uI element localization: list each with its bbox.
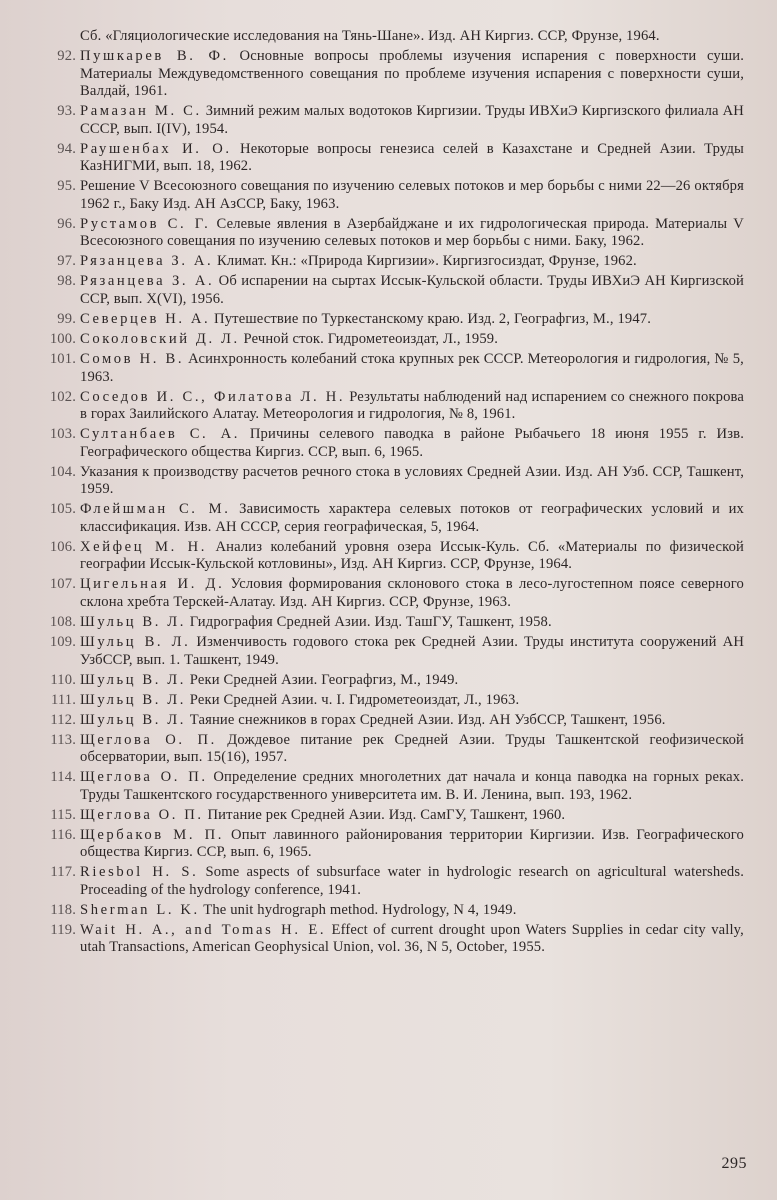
reference-number: 95. xyxy=(57,178,76,195)
reference-text xyxy=(80,103,744,138)
reference-entry xyxy=(50,769,745,804)
reference-body: Гидрография Средней Азии. Изд. ТашГУ, Ташкент, 1958. xyxy=(185,614,552,631)
reference-text xyxy=(80,216,744,251)
reference-body: Об испарении на сыртах Иссык-Кульской области. Труды ИВХиЭ АН Киргизской ССР, вып. X(VI), 1956. xyxy=(80,273,744,308)
reference-number: 119. xyxy=(50,921,76,938)
reference-text xyxy=(80,864,744,899)
reference-number: 94. xyxy=(57,140,76,157)
reference-entry xyxy=(49,463,744,499)
reference-list xyxy=(49,28,745,959)
reference-entry xyxy=(49,501,744,536)
reference-text xyxy=(80,389,744,424)
reference-entry xyxy=(49,614,744,632)
reference-number: 102. xyxy=(49,388,76,405)
reference-number: 113. xyxy=(50,731,76,748)
reference-author: Султанбаев С. А. xyxy=(80,426,240,443)
reference-body: Изменчивость годового стока рек Средней Азии. Труды института сооружений АН УзбССР, вып. 1. Ташкент, 1949. xyxy=(80,634,745,668)
reference-body: Причины селевого паводка в районе Рыбачьего 18 июня 1955 г. Изв. Географического общества Киргиз. ССР, вып. 6, 1965. xyxy=(80,426,744,460)
reference-number: 107. xyxy=(49,576,76,593)
reference-entry xyxy=(49,351,744,386)
reference-author: Рязанцева З. А. xyxy=(80,273,215,290)
reference-text xyxy=(80,351,744,386)
reference-text xyxy=(80,576,744,611)
reference-author: Щербаков М. П. xyxy=(80,826,224,843)
reference-body: Зимний режим малых водотоков Киргизии. Труды ИВХиЭ Киргизского филиала АН СССР, вып. I(IV), 1954. xyxy=(80,103,744,137)
reference-author: Щеглова О. П. xyxy=(80,806,204,823)
reference-author: Соколовский Д. Л. xyxy=(80,331,240,348)
reference-body: Анализ колебаний уровня озера Иссык-Куль. Сб. «Материалы по физической географии Иссык-Кульской котловины», Изд. АН Киргиз. ССР, Фрунзе, 1964. xyxy=(80,538,744,573)
reference-author: Рязанцева З. А. xyxy=(80,253,214,270)
reference-body: Основные вопросы проблемы изучения испарения с поверхности суши. Материалы Междуведомственного совещания по проблеме изучения испарения с поверхности суши, Валдай, 1961. xyxy=(80,47,745,100)
reference-body: Селевые явления в Азербайджане и их гидрологическая природа. Материалы V Всесоюзного совещания по изучению селевых потоков и мер борьбы с ними. Баку, 1962. xyxy=(80,215,744,250)
reference-body: Таяние снежников в горах Средней Азии. Изд. АН УзбССР, Ташкент, 1956. xyxy=(185,711,666,728)
reference-entry xyxy=(50,691,744,710)
reference-text xyxy=(80,464,744,499)
reference-entry xyxy=(49,331,744,349)
reference-text xyxy=(80,426,744,461)
reference-body: Определение средних многолетних дат начала и конца паводка на горных реках. Труды Ташкентского государственного университета им. В. И. Ленина, вып. 193, 1962. xyxy=(80,769,745,803)
reference-number: 105. xyxy=(49,501,76,518)
reference-text xyxy=(80,827,744,862)
reference-text xyxy=(80,28,744,46)
reference-text xyxy=(80,614,744,632)
reference-text xyxy=(80,692,744,710)
reference-text xyxy=(80,732,744,767)
reference-number: 108. xyxy=(49,614,76,631)
reference-text xyxy=(80,273,744,308)
reference-entry xyxy=(49,634,745,669)
reference-text xyxy=(80,141,744,176)
reference-text xyxy=(80,178,744,213)
reference-body: Some aspects of subsurface water in hydrologic research on agricultural watersheds. Proceading of the hydrology conference, 1941. xyxy=(80,864,744,898)
reference-body: Решение V Всесоюзного совещания по изучению селевых потоков и мер борьбы с ними 22—26 октября 1962 г., Баку Изд. АН АзССР, Баку, 1963. xyxy=(80,178,744,212)
reference-text xyxy=(80,902,744,920)
reference-entry xyxy=(54,48,744,101)
reference-author: Пушкарев В. Ф. xyxy=(80,47,229,64)
reference-text xyxy=(80,634,744,669)
reference-author: Шульц В. Л. xyxy=(80,711,186,728)
page-number: 295 xyxy=(721,1155,747,1172)
reference-number: 100. xyxy=(49,331,76,348)
reference-body: Некоторые вопросы генезиса селей в Казахстане и Средней Азии. Труды КазНИГМИ, вып. 18, 1962. xyxy=(80,140,744,175)
reference-body: Питание рек Средней Азии. Изд. СамГУ, Ташкент, 1960. xyxy=(203,806,566,823)
reference-text xyxy=(80,501,744,536)
reference-number: 114. xyxy=(50,769,76,786)
reference-body: Климат. Кн.: «Природа Киргизии». Киргизгосиздат, Фрунзе, 1962. xyxy=(213,253,637,270)
reference-body: Асинхронность колебаний стока крупных рек СССР. Метеорология и гидрология, № 5, 1963. xyxy=(80,351,744,385)
reference-text xyxy=(80,922,744,957)
reference-entry xyxy=(50,921,744,957)
reference-author: Шульц В. Л. xyxy=(80,614,186,631)
reference-number: 101. xyxy=(49,351,76,367)
reference-author: Рустамов С. Г. xyxy=(80,215,211,232)
reference-number: 115. xyxy=(50,806,76,823)
reference-number: 97. xyxy=(57,253,76,270)
reference-text xyxy=(80,331,744,349)
reference-author: Шульц В. Л. xyxy=(80,691,186,708)
reference-author: Флейшман С. М. xyxy=(80,501,231,518)
reference-entry xyxy=(54,253,744,271)
reference-entry xyxy=(54,28,744,46)
reference-body: Effect of current drought upon Waters Supplies in cedar city vally, utah Transactions, American Geophysical Union, vol. 36, N 5, October, 1955. xyxy=(80,921,744,956)
reference-body: Реки Средней Азии. ч. I. Гидрометеоиздат, Л., 1963. xyxy=(185,691,520,708)
reference-body: Путешествие по Туркестанскому краю. Изд. 2, Географгиз, М., 1947. xyxy=(210,311,652,328)
reference-number: 92. xyxy=(57,47,76,64)
reference-author: Соседов И. С., Филатова Л. Н. xyxy=(80,388,346,405)
reference-number: 99. xyxy=(57,311,76,328)
reference-number: 98. xyxy=(57,273,76,290)
reference-entry xyxy=(49,388,745,424)
reference-text xyxy=(80,539,744,574)
reference-entry xyxy=(49,426,744,461)
reference-author: Цигельная И. Д. xyxy=(80,576,225,593)
reference-text xyxy=(80,769,744,804)
reference-entry xyxy=(50,731,744,767)
reference-body: Реки Средней Азии. Географгиз, М., 1949. xyxy=(185,671,459,688)
reference-author: Riesbol H. S. xyxy=(80,864,199,881)
reference-body: The unit hydrograph method. Hydrology, N 4, 1949. xyxy=(199,901,517,918)
reference-author: Шульц В. Л. xyxy=(80,634,191,651)
reference-author: Сомов Н. В. xyxy=(80,351,185,367)
reference-text xyxy=(80,712,744,730)
reference-entry xyxy=(54,141,744,176)
reference-number: 117. xyxy=(50,864,76,881)
reference-entry xyxy=(54,216,744,251)
reference-author: Шульц В. Л. xyxy=(80,671,186,688)
reference-author: Wait H. A., and Tomas H. E. xyxy=(80,921,327,938)
reference-entry xyxy=(50,806,744,825)
reference-author: Раушенбах И. О. xyxy=(80,140,232,157)
reference-number: 104. xyxy=(49,463,76,480)
reference-author: Рамазан М. С. xyxy=(80,103,202,120)
reference-author: Щеглова О. П. xyxy=(80,731,217,748)
reference-author: Северцев Н. А. xyxy=(80,311,211,328)
reference-entry xyxy=(50,826,744,862)
reference-body: Результаты наблюдений над испарением со снежного покрова в горах Заилийского Алатау. Метеорология и гидрология, № 8, 1961. xyxy=(80,388,745,423)
reference-number: 103. xyxy=(49,426,76,443)
reference-number: 112. xyxy=(50,711,76,728)
reference-text xyxy=(80,807,744,825)
reference-text xyxy=(80,311,744,329)
reference-number: 116. xyxy=(50,826,76,843)
reference-entry xyxy=(50,901,744,920)
reference-number: 96. xyxy=(57,215,76,232)
reference-body: Зависимость характера селевых потоков от географических условий и их классификация. Изв. АН СССР, серия географическая, 5, 1964. xyxy=(80,501,744,535)
reference-number: 106. xyxy=(49,538,76,555)
reference-entry xyxy=(50,864,744,899)
reference-author: Хейфец М. Н. xyxy=(80,538,208,555)
reference-entry xyxy=(54,273,744,308)
reference-text xyxy=(80,672,744,690)
reference-body: Условия формирования склонового стока в лесо-лугостепном поясе северного склона хребта Терскей-Алатау. Изд. АН Киргиз. ССР, Фрунзе, 1963. xyxy=(80,576,744,611)
reference-text xyxy=(80,48,744,101)
reference-text xyxy=(80,253,744,271)
reference-entry xyxy=(50,711,744,730)
reference-body: Указания к производству расчетов речного стока в условиях Средней Азии. Изд. АН Узб. ССР, Ташкент, 1959. xyxy=(80,463,744,498)
reference-entry xyxy=(50,671,744,690)
reference-entry xyxy=(49,538,744,574)
reference-entry xyxy=(54,178,744,213)
reference-author: Щеглова О. П. xyxy=(80,769,208,786)
reference-author: Sherman L. K. xyxy=(80,901,200,918)
reference-number: 93. xyxy=(57,103,76,120)
reference-number: 111. xyxy=(50,691,76,708)
reference-number: 110. xyxy=(50,671,76,688)
reference-body: Опыт лавинного районирования территории Киргизии. Изв. Географического общества Киргиз. ССР, вып. 6, 1965. xyxy=(80,826,744,861)
reference-entry xyxy=(49,576,744,611)
reference-entry xyxy=(54,103,744,138)
reference-body: Сб. «Гляциологические исследования на Тянь-Шане». Изд. АН Киргиз. ССР, Фрунзе, 1964. xyxy=(80,28,660,44)
reference-entry xyxy=(54,311,744,329)
reference-body: Речной сток. Гидрометеоиздат, Л., 1959. xyxy=(239,331,499,348)
reference-number: 118. xyxy=(50,901,76,918)
reference-body: Дождевое питание рек Средней Азии. Труды Ташкентской геофизической обсерватории, вып. 15(16), 1957. xyxy=(80,731,744,766)
reference-number: 109. xyxy=(49,634,76,651)
